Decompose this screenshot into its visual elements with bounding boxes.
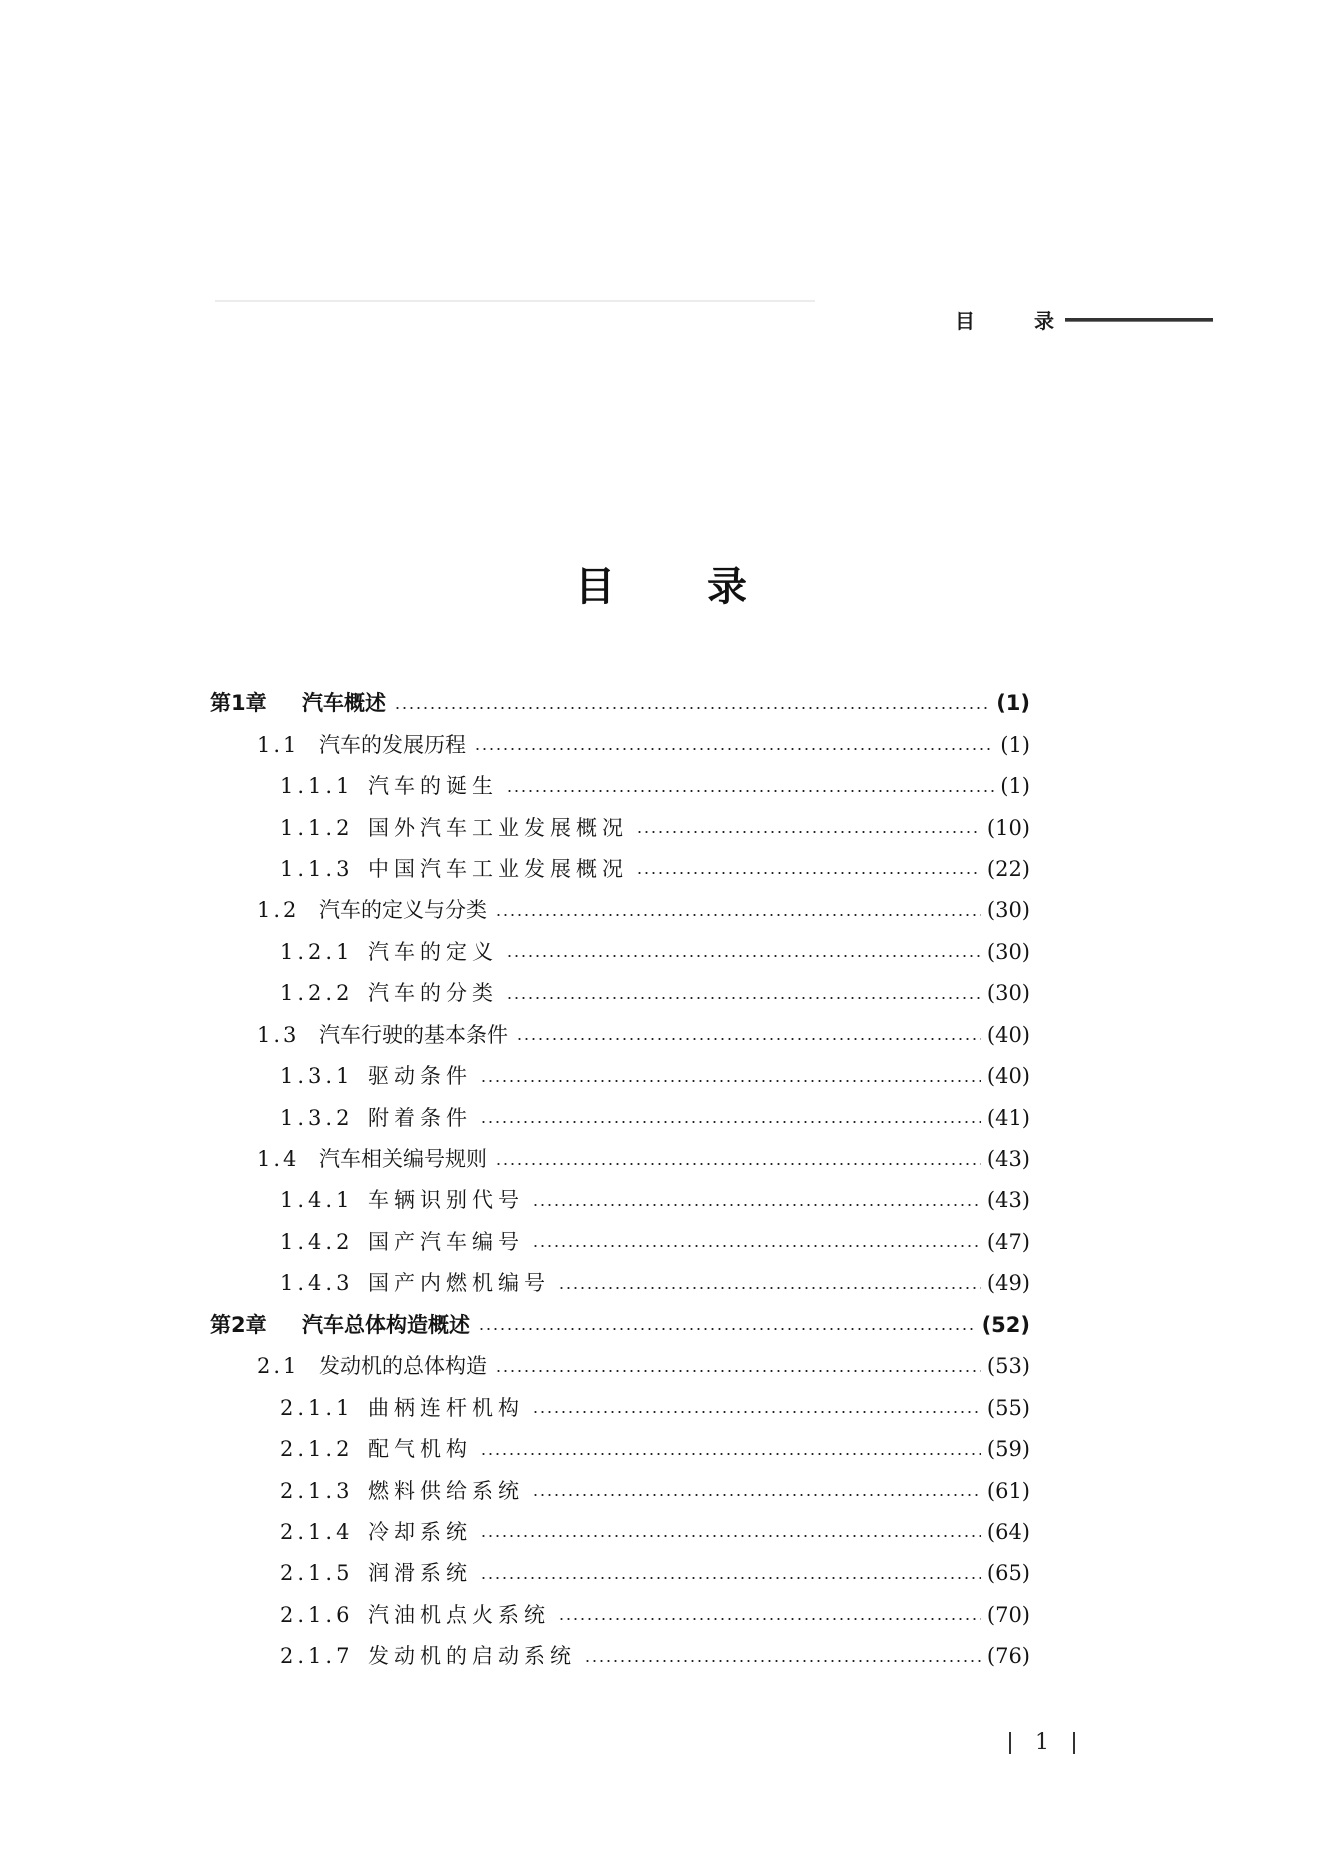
dot-leader [532,1204,981,1206]
dot-leader [516,1038,981,1040]
toc-subsection-entry[interactable] [210,1263,1030,1304]
dot-leader [636,872,981,874]
toc-entry-label: 驱动条件 [368,1064,472,1089]
toc-entry-page: (40) [986,1064,1030,1089]
toc-entry-page: (43) [986,1147,1030,1172]
toc-entry-label: 汽车总体构造概述 [302,1312,470,1337]
toc-section-entry[interactable] [210,890,1030,931]
dot-leader [532,1411,981,1413]
toc-entry-page: (30) [986,981,1030,1006]
dot-leader [584,1660,981,1662]
running-header: 目 录 [955,309,1080,333]
toc-entry-number: 2.1.3 [280,1478,354,1503]
toc-entry-number: 1.1.1 [280,774,354,799]
toc-entry-number: 1.2 [257,898,300,923]
faint-header-rule [215,300,815,302]
toc-entry-label: 汽车相关编号规则 [319,1147,487,1172]
toc-chapter-entry[interactable] [210,1305,1030,1346]
toc-entry-number: 2.1 [257,1354,300,1379]
toc-subsection-entry[interactable] [210,1056,1030,1097]
toc-entry-label: 汽车的定义与分类 [319,898,487,923]
toc-entry-number: 1.1 [257,732,300,757]
toc-entry-page: (43) [986,1188,1030,1213]
toc-entry-number: 1.4.2 [280,1229,354,1254]
toc-entry-number: 1.2.1 [280,939,354,964]
toc-entry-number: 2.1.7 [280,1644,354,1669]
toc-entry-label: 汽油机点火系统 [368,1602,550,1627]
toc-entry-label: 汽车的分类 [368,981,498,1006]
toc-entry-page: (65) [986,1561,1030,1586]
toc-subsection-entry[interactable] [210,1097,1030,1138]
header-rule [1065,318,1213,322]
toc-entry-label: 国外汽车工业发展概况 [368,815,628,840]
toc-title [0,555,1322,612]
toc-entry-label: 汽车的发展历程 [319,732,466,757]
toc-entry-page: (61) [986,1478,1030,1503]
toc-section-entry[interactable] [210,1139,1030,1180]
toc-entry-number: 2.1.6 [280,1602,354,1627]
toc-subsection-entry[interactable] [210,807,1030,848]
toc-subsection-entry[interactable] [210,1180,1030,1221]
dot-leader [480,1577,981,1579]
toc-subsection-entry[interactable] [210,1222,1030,1263]
toc-entry-number: 1.2.2 [280,981,354,1006]
toc-entry-label: 燃料供给系统 [368,1478,524,1503]
toc-title-char-2: 录 [707,564,747,610]
page-footer [985,1730,1099,1755]
dot-leader [558,1287,981,1289]
toc-entry-page: (40) [986,1022,1030,1047]
toc-subsection-entry[interactable] [210,1470,1030,1511]
toc-entry-label: 汽车的诞生 [368,774,498,799]
dot-leader [480,1121,981,1123]
toc-entry-number: 2.1.4 [280,1519,354,1544]
toc-title-char-1: 目 [575,564,615,610]
toc-entry-label: 国产汽车编号 [368,1229,524,1254]
toc-entry-page: (76) [986,1644,1030,1669]
dot-leader [532,1245,981,1247]
toc-section-entry[interactable] [210,1015,1030,1056]
toc-entry-page: (10) [986,815,1030,840]
dot-leader [506,955,981,957]
toc-subsection-entry[interactable] [210,973,1030,1014]
toc-entry-page: (22) [986,856,1030,881]
toc-entry-label: 润滑系统 [368,1561,472,1586]
toc-entry-number: 1.1.2 [280,815,354,840]
toc-entry-label: 汽车的定义 [368,939,498,964]
toc-entry-number: 1.3.2 [280,1105,354,1130]
toc-entry-label: 车辆识别代号 [368,1188,524,1213]
dot-leader [480,1535,981,1537]
toc-entry-page: (55) [986,1395,1030,1420]
toc-entry-number: 1.3 [257,1022,300,1047]
toc-entry-page: (53) [986,1354,1030,1379]
toc-subsection-entry[interactable] [210,1553,1030,1594]
toc-entry-page: (30) [986,898,1030,923]
dot-leader [480,1080,981,1082]
toc-entry-page: (1) [1000,774,1030,799]
dot-leader [506,790,994,792]
toc-entry-label: 附着条件 [368,1105,472,1130]
toc-entry-page: (1) [1000,732,1030,757]
footer-bar-right [1073,1732,1075,1754]
dot-leader [480,1453,981,1455]
toc-entry-label: 曲柄连杆机构 [368,1395,524,1420]
toc-chapter-entry[interactable] [210,683,1030,724]
toc-entry-page: (59) [986,1437,1030,1462]
toc-subsection-entry[interactable] [210,766,1030,807]
dot-leader [495,914,981,916]
dot-leader [394,707,990,709]
toc-list [210,683,1030,1678]
dot-leader [506,997,981,999]
toc-entry-number: 2.1.1 [280,1395,354,1420]
toc-entry-label: 国产内燃机编号 [368,1271,550,1296]
dot-leader [532,1494,981,1496]
toc-section-entry[interactable] [210,724,1030,765]
toc-subsection-entry[interactable] [210,1595,1030,1636]
dot-leader [478,1328,976,1330]
toc-entry-label: 发动机的总体构造 [319,1354,487,1379]
dot-leader [474,748,994,750]
toc-entry-number: 1.4.3 [280,1271,354,1296]
toc-entry-number: 第1章 [210,691,267,716]
dot-leader [495,1163,981,1165]
footer-bar-left [1009,1732,1011,1754]
page-number: 1 [1035,1730,1049,1755]
toc-subsection-entry[interactable] [210,1387,1030,1428]
toc-entry-page: (49) [986,1271,1030,1296]
dot-leader [636,831,981,833]
toc-entry-number: 1.4.1 [280,1188,354,1213]
toc-entry-number: 1.1.3 [280,856,354,881]
toc-entry-label: 汽车行驶的基本条件 [319,1022,508,1047]
dot-leader [495,1370,981,1372]
toc-entry-number: 2.1.2 [280,1437,354,1462]
toc-entry-page: (64) [986,1519,1030,1544]
toc-section-entry[interactable] [210,1346,1030,1387]
toc-entry-label: 发动机的启动系统 [368,1644,576,1669]
dot-leader [558,1618,981,1620]
toc-entry-label: 中国汽车工业发展概况 [368,856,628,881]
toc-entry-label: 冷却系统 [368,1519,472,1544]
toc-entry-number: 1.4 [257,1147,300,1172]
toc-entry-number: 2.1.5 [280,1561,354,1586]
toc-subsection-entry[interactable] [210,849,1030,890]
toc-entry-page: (70) [986,1602,1030,1627]
toc-subsection-entry[interactable] [210,1636,1030,1677]
toc-subsection-entry[interactable] [210,932,1030,973]
toc-entry-page: (41) [986,1105,1030,1130]
toc-entry-label: 汽车概述 [302,691,386,716]
toc-entry-page: (52) [981,1312,1030,1337]
toc-subsection-entry[interactable] [210,1429,1030,1470]
toc-entry-page: (1) [996,691,1030,716]
toc-subsection-entry[interactable] [210,1512,1030,1553]
toc-entry-number: 第2章 [210,1312,267,1337]
toc-entry-page: (30) [986,939,1030,964]
toc-entry-number: 1.3.1 [280,1064,354,1089]
toc-entry-page: (47) [986,1229,1030,1254]
toc-entry-label: 配气机构 [368,1437,472,1462]
